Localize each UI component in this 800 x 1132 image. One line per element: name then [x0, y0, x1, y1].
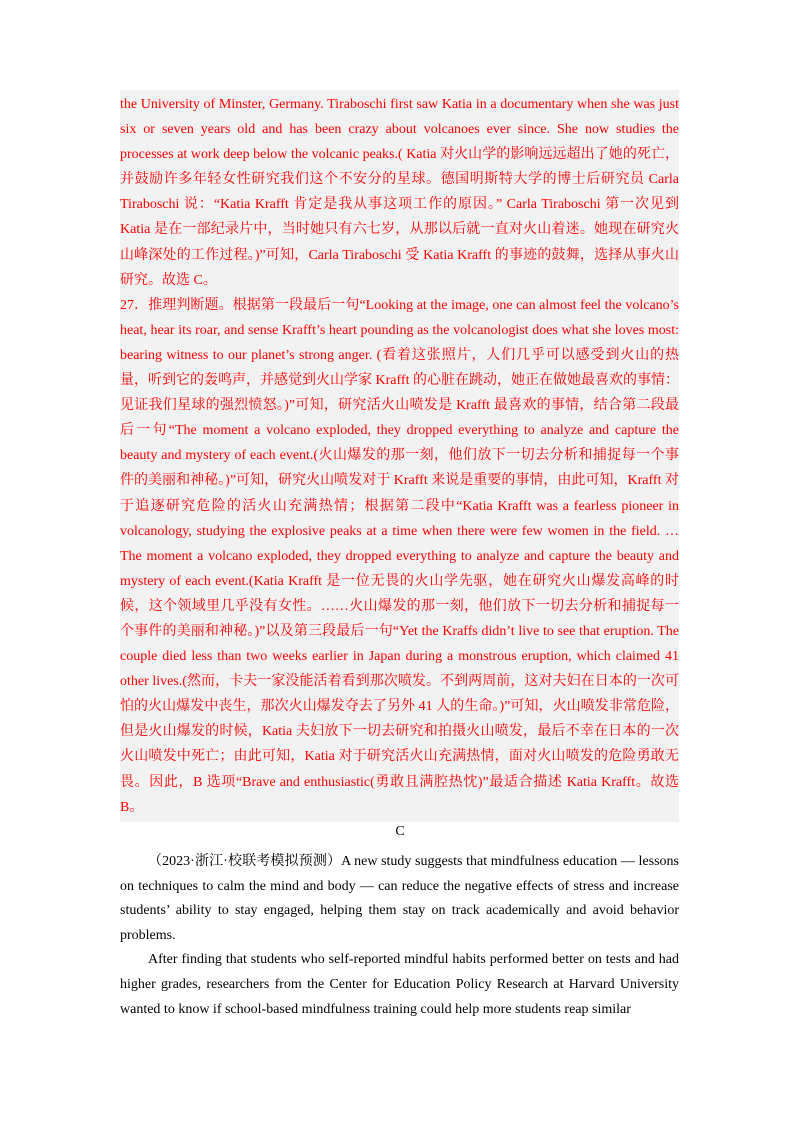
section-heading: C	[395, 824, 405, 839]
answer-27-explanation: 27．推理判断题。根据第一段最后一句“Looking at the image, one can almost feel the volcano’s heat, hear its roar, and sense Krafft’s heart pounding as the volcanologist does what she loves most: bearing witness to our planet’s strong anger. (看着这张照片，人们几乎可以感受到火山的热量，听到它的轰鸣声，并感觉到火山学家 Krafft 的心脏在跳动，她正在做她最喜欢的事情：见证我们星球的强烈愤怒。)”可知，研究活火山喷发是 Krafft 最喜欢的事情，结合第二段最后一句“The moment a volcano exploded, they dropped everything to analyze and capture the beauty and mystery of each event.(火山爆发的那一刻，他们放下一切去分析和捕捉每一个事件的美丽和神秘。)”可知，研究火山喷发对于 Krafft 来说是重要的事情，由此可知，Krafft 对于追逐研究危险的活火山充满热情；根据第二段中“Katia Krafft was a fearless pioneer in volcanology, studying the explosive peaks at a time when there were few women in the field. …The moment a volcano exploded, they dropped everything to analyze and capture the beauty and mystery of each event.(Katia Krafft 是一位无畏的火山学先驱，她在研究火山爆发高峰的时候，这个领域里几乎没有女性。……火山爆发的那一刻，他们放下一切去分析和捕捉每一个事件的美丽和神秘。)”以及第三段最后一句“Yet the Kraffs didn’t live to see that eruption. The couple died less than two weeks earlier in Japan during a monstrous eruption, which claimed 41 other lives.(然而，卡夫一家没能活着看到那次喷发。不到两周前，这对夫妇在日本的一次可怕的火山爆发中丧生，那次火山爆发夺去了另外 41 人的生命。)”可知，火山喷发非常危险，但是火山爆发的时候，Katia 夫妇放下一切去研究和拍摄火山喷发，最后不幸在日本的一次火山喷发中死亡；由此可知，Katia 对于研究活火山充满热情，面对火山喷发的危险勇敢无畏。因此，B 选项“Brave and enthusiastic(勇敢且满腔热忱)”最适合描述 Katia Krafft。故选 B。	[120, 297, 679, 815]
passage-paragraph-1: （2023·浙江·校联考模拟预测）A new study suggests that mindfulness education — lessons on techniques to calm the mind and body — can reduce the negative effects of stress and increase students’ ability to stay engaged, helping them stay on track academically and avoid behavior problems.	[120, 854, 679, 943]
passage-paragraph-2: After finding that students who self-reported mindful habits performed better on tests and had higher grades, researchers from the Center for Education Policy Research at Harvard University wanted to know if school-based mindfulness training could help more students reap similar	[120, 952, 679, 1017]
answer-26-continuation: the University of Minster, Germany. Tiraboschi first saw Katia in a documentary when she was just six or seven years old and has been crazy about volcanoes ever since. She now studies the processes at work deep below the volcanic peaks.( Katia 对火山学的影响远远超出了她的死亡，并鼓励许多年轻女性研究我们这个不安分的星球。德国明斯特大学的博士后研究员 Carla Tiraboschi 说：“Katia Krafft 肯定是我从事这项工作的原因。” Carla Tiraboschi 第一次见到 Katia 是在一部纪录片中，当时她只有六七岁，从那以后就一直对火山着迷。她现在研究火山峰深处的工作过程。)”可知，Carla Tiraboschi 受 Katia Krafft 的事迹的鼓舞，选择从事火山研究。故选 C。	[120, 97, 679, 288]
reading-passage	[120, 850, 679, 1022]
answer-explanation-block	[120, 90, 679, 822]
